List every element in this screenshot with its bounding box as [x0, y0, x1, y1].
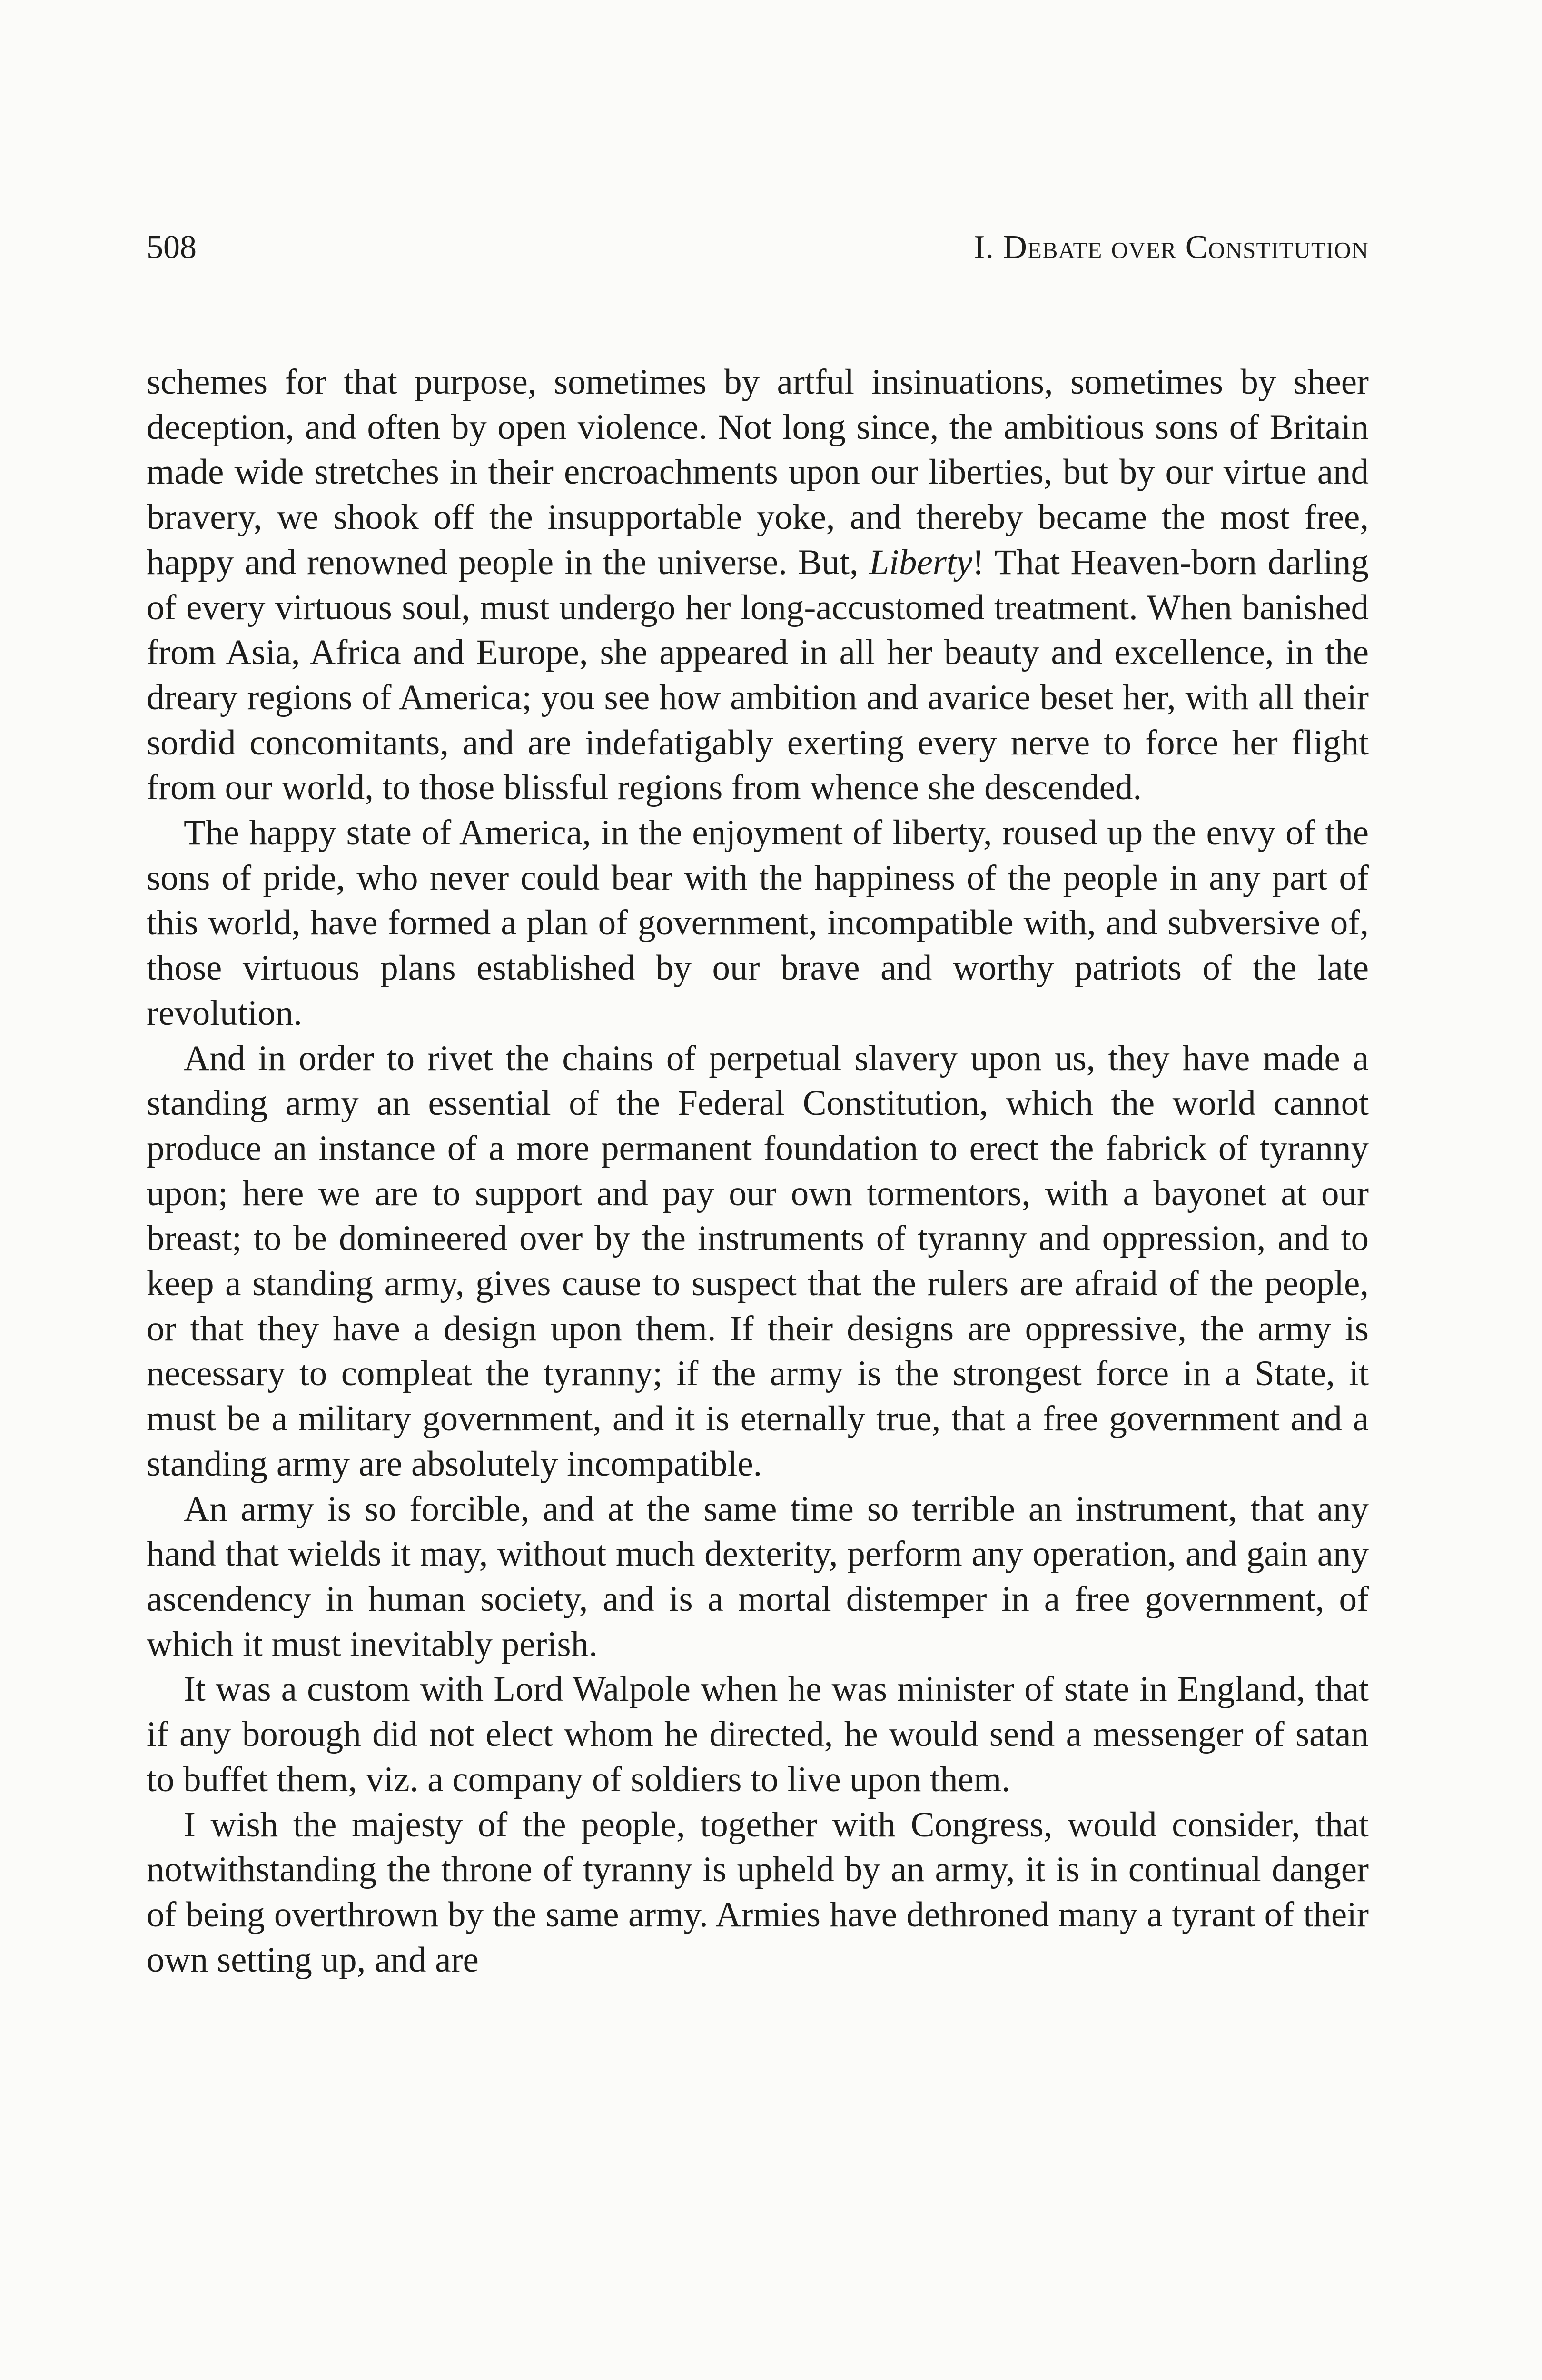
paragraph-3: And in order to rivet the chains of perpetual slavery upon us, they have made a standing army an essential of the Federal Constitution, which the world cannot produce an instance of a more permanent foundation to erect the fabrick of tyranny upon; here we are to support and pay our own tormentors, with a bayonet at our breast; to be domineered over by the instruments of tyranny and oppression, and to keep a standing army, gives cause to suspect that the rulers are afraid of the people, or that they have a design upon them. If their designs are oppressive, the army is necessary to compleat the tyranny; if the army is the strongest force in a State, it must be a military government, and it is eternally true, that a free government and a standing army are absolutely incompatible. [147, 1038, 1369, 1484]
paragraph-6: I wish the majesty of the people, together with Congress, would consider, that notwithstanding the throne of tyranny is upheld by an army, it is in continual danger of being overthrown by the same army. Armies have dethroned many a tyrant of their own setting up, and are [147, 1805, 1369, 1980]
paragraph-5: It was a custom with Lord Walpole when he was minister of state in England, that if any borough did not elect whom he directed, he would send a messenger of satan to buffet them, viz. a company of soldiers to live upon them. [147, 1669, 1369, 1799]
paragraph-1-text-end: ! That Heaven-born darling of every virtuous soul, must undergo her long-accustomed treatment. When banished from Asia, Africa and Europe, she appeared in all her beauty and excellence, in the dreary regions of America; you see how ambition and avarice beset her, with all their sordid concomitants, and are indefatigably exerting every nerve to force her flight from our world, to those blissful regions from whence she descended. [147, 542, 1369, 808]
paragraph-2: The happy state of America, in the enjoyment of liberty, roused up the envy of the sons of pride, who never could bear with the happiness of the people in any part of this world, have formed a plan of government, incompatible with, and subversive of, those virtuous plans established by our brave and worthy patriots of the late revolution. [147, 813, 1369, 1033]
running-head [147, 224, 1369, 271]
paragraph-1 [147, 360, 1369, 811]
paragraph-4: An army is so forcible, and at the same time so terrible an instrument, that any hand that wields it may, without much dexterity, perform any operation, and gain any ascendency in human society, and is a mortal distemper in a free government, of which it must inevitably perish. [147, 1489, 1369, 1664]
section-title: I. Debate over Constitution [974, 229, 1369, 266]
book-page [147, 224, 1369, 1983]
page-number: 508 [147, 229, 197, 266]
paragraph-1-text-start: schemes for that purpose, sometimes by artful insinuations, sometimes by sheer deception, and often by open violence. Not long since, the ambitious sons of Britain made wide stretches in their encroachments upon our liberties, but by our virtue and bravery, we shook off the insupportable yoke, and thereby became the most free, happy and renowned people in the universe. But, [147, 362, 1369, 582]
body-text [147, 360, 1369, 1983]
liberty-emphasis: Liberty [869, 542, 973, 582]
